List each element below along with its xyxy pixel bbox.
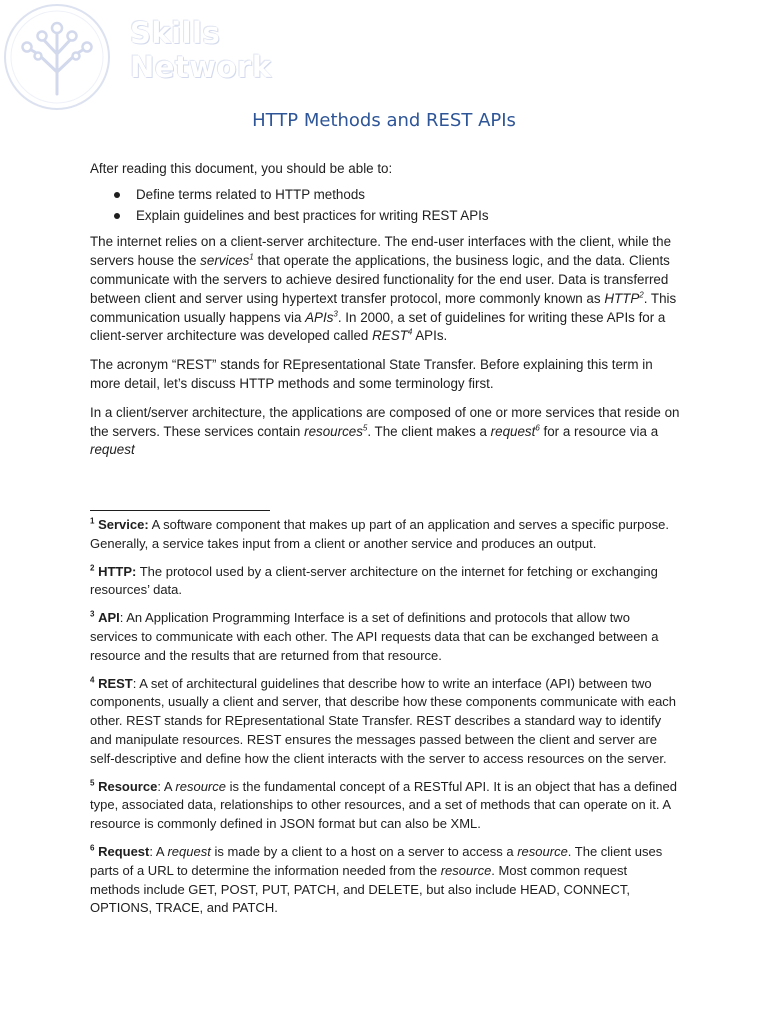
intro-text: After reading this document, you should be able to:	[90, 161, 393, 176]
page-title: HTTP Methods and REST APIs	[252, 110, 516, 131]
footnote-rest: $^4$ REST: A set of architectural guidelines that describe how to write an interface (API) between two components, usually a client and server, that describe how these components communicate with each other. REST stands for REpresentational State Transfer. REST describes a standard way to identify and manipulate resources. REST ensures the messages passed between the client and server are self-descriptive and define how the client interacts with the server to access resources on the server.	[90, 675, 677, 766]
footnote-ref[interactable]: 1	[249, 252, 254, 262]
footnote-divider	[90, 510, 270, 511]
logo-line-2: Network	[130, 50, 272, 84]
term-http: HTTP	[604, 290, 640, 306]
footnote-ref[interactable]: 6	[535, 423, 540, 433]
skills-network-logo	[0, 0, 270, 115]
term-apis: APIs	[305, 309, 334, 325]
footnote-ref[interactable]: 4	[407, 327, 413, 337]
paragraph-architecture: The internet relies on a client-server architecture. The end-user interfaces with the client, while the servers house the services$^1$ that operate the applications, the business logic, and the data. Clients communicate with the servers to achieve desired functionality for the end user. Data is transferred between client and server using hypertext transfer protocol, more commonly known as HTTP$^2$. This communication usually happens via APIs$^3$. In 2000, a set of guidelines for writing these APIs for a client-server architecture was developed called REST$^4$ APIs.	[90, 234, 677, 344]
document-body	[90, 160, 680, 470]
footnote-request: $^6$ Request: A request is made by a client to a host on a server to access a resource. The client uses parts of a URL to determine the information needed from the resource. Most common request methods include GET, POST, PUT, PATCH, and DELETE, but also include HEAD, CONNECT, OPTIONS, TRACE, and PATCH.	[90, 843, 663, 916]
paragraph-client-server: In a client/server architecture, the applications are composed of one or more services that reside on the servers. These services contain resources$^5$. The client makes a request$^6$ for a resource via a request	[90, 404, 680, 458]
paragraph-acronym: The acronym “REST” stands for REpresentational State Transfer. Before explaining this term in more detail, let’s discuss HTTP methods and some terminology first.	[90, 357, 653, 391]
tree-network-icon	[2, 2, 112, 112]
term-request: request	[90, 442, 135, 458]
footnote-service: $^1$ Service: A software component that makes up part of an application and serves a specific purpose. Generally, a service takes input from a client or another service and produces an output.	[90, 516, 669, 551]
footnote-ref[interactable]: 5	[362, 423, 368, 433]
objectives-list	[90, 186, 680, 226]
term-services: services	[200, 253, 250, 269]
footnote-ref[interactable]: 3	[333, 309, 338, 319]
footnotes	[90, 516, 680, 927]
logo-wordmark	[130, 16, 272, 84]
list-item: Explain guidelines and best practices for writing REST APIs	[114, 207, 680, 226]
footnote-http: $^2$ HTTP: The protocol used by a client-server architecture on the internet for fetching or exchanging resources’ data.	[90, 563, 658, 598]
term-request: request	[490, 423, 536, 439]
logo-line-1: Skills	[130, 16, 221, 50]
list-item: Define terms related to HTTP methods	[114, 186, 680, 205]
term-resources: resources	[304, 423, 363, 439]
term-rest: REST	[372, 328, 408, 344]
footnote-resource: $^5$ Resource: A resource is the fundamental concept of a RESTful API. It is an object that has a defined type, associated data, relationships to other resources, and a set of methods that can operate on it. A resource is commonly defined in JSON format but can also be XML.	[90, 778, 677, 832]
footnote-ref[interactable]: 2	[639, 290, 644, 300]
footnote-api: $^3$ API: An Application Programming Interface is a set of definitions and protocols that allow two services to communicate with each other. The API requests data that can be exchanged between a resource and the results that are returned from that resource.	[90, 609, 659, 663]
